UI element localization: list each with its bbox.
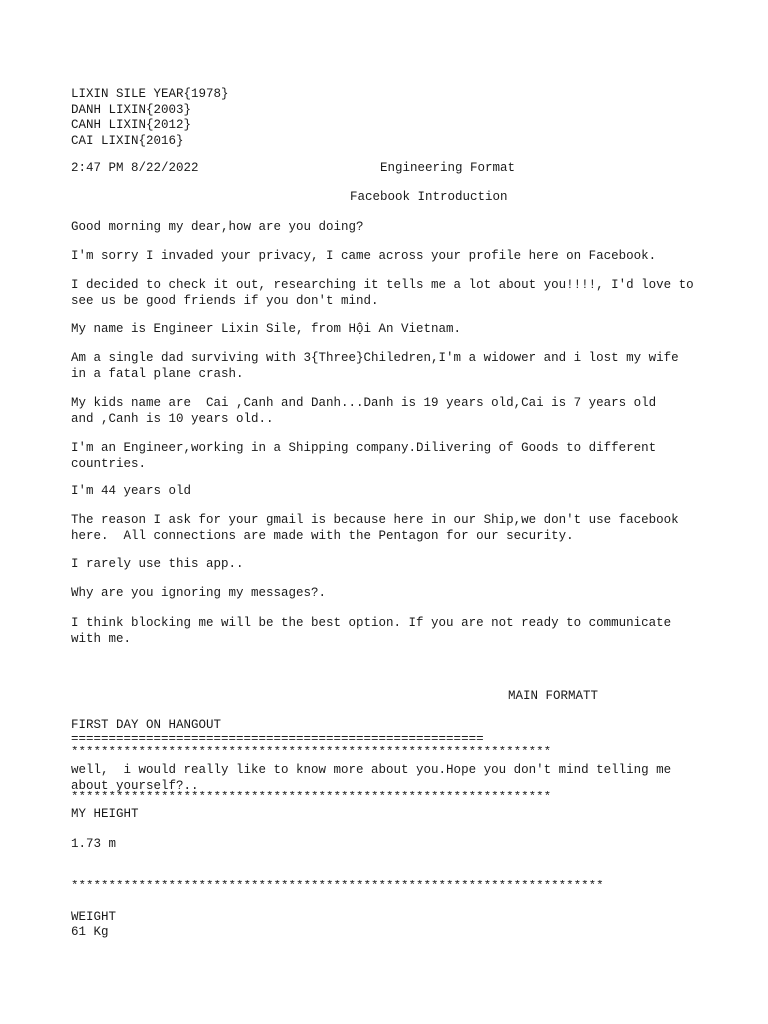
equals-rule: ======================================================= (71, 733, 484, 745)
intro-paragraph-11: Why are you ignoring my messages?. (71, 586, 327, 600)
section-title: Facebook Introduction (350, 190, 508, 204)
intro-paragraph-7: I'm an Engineer,working in a Shipping company.Dilivering of Goods to different countries. (71, 441, 657, 471)
height-label: MY HEIGHT (71, 807, 139, 821)
intro-paragraph-5: Am a single dad surviving with 3{Three}Chiledren,I'm a widower and i lost my wife in a fatal plane crash. (71, 351, 679, 381)
family-line-3: CANH LIXIN{2012} (71, 118, 192, 132)
main-format-title: MAIN FORMATT (508, 689, 599, 703)
intro-paragraph-12: I think blocking me will be the best option. If you are not ready to communicate with me. (71, 616, 672, 646)
family-line-1: LIXIN SILE YEAR{1978} (71, 87, 229, 101)
family-line-4: CAI LIXIN{2016} (71, 133, 184, 148)
intro-paragraph-6: My kids name are Cai ,Canh and Danh...Danh is 19 years old,Cai is 7 years old and ,Canh is 10 years old.. (71, 396, 657, 426)
format-title: Engineering Format (380, 161, 516, 175)
stars-rule-3: *********************************************************************** (71, 880, 604, 892)
intro-paragraph-4: My name is Engineer Lixin Sile, from Hội An Vietnam. (71, 322, 462, 336)
stars-rule-2: **************************************************************** (71, 791, 552, 803)
timestamp: 2:47 PM 8/22/2022 (71, 161, 199, 175)
weight-label: WEIGHT (71, 910, 117, 924)
height-value: 1.73 m (71, 837, 117, 851)
family-line-2: DANH LIXIN{2003} (71, 102, 192, 117)
weight-value: 61 Kg (71, 925, 109, 939)
first-day-label: FIRST DAY ON HANGOUT (71, 718, 222, 732)
stars-rule-1: **************************************************************** (71, 746, 552, 758)
question-text: well, i would really like to know more about you.Hope you don't mind telling me about yourself?.. (71, 763, 672, 793)
intro-paragraph-8: I'm 44 years old (71, 484, 192, 498)
intro-paragraph-1: Good morning my dear,how are you doing? (71, 220, 364, 234)
intro-paragraph-2: I'm sorry I invaded your privacy, I came across your profile here on Facebook. (71, 249, 657, 263)
intro-paragraph-3: I decided to check it out, researching it tells me a lot about you!!!!, I'd love to see us be good friends if you don't mind. (71, 278, 694, 308)
intro-paragraph-10: I rarely use this app.. (71, 557, 244, 571)
intro-paragraph-9: The reason I ask for your gmail is because here in our Ship,we don't use facebook here. All connections are made with the Pentagon for our security. (71, 513, 679, 543)
